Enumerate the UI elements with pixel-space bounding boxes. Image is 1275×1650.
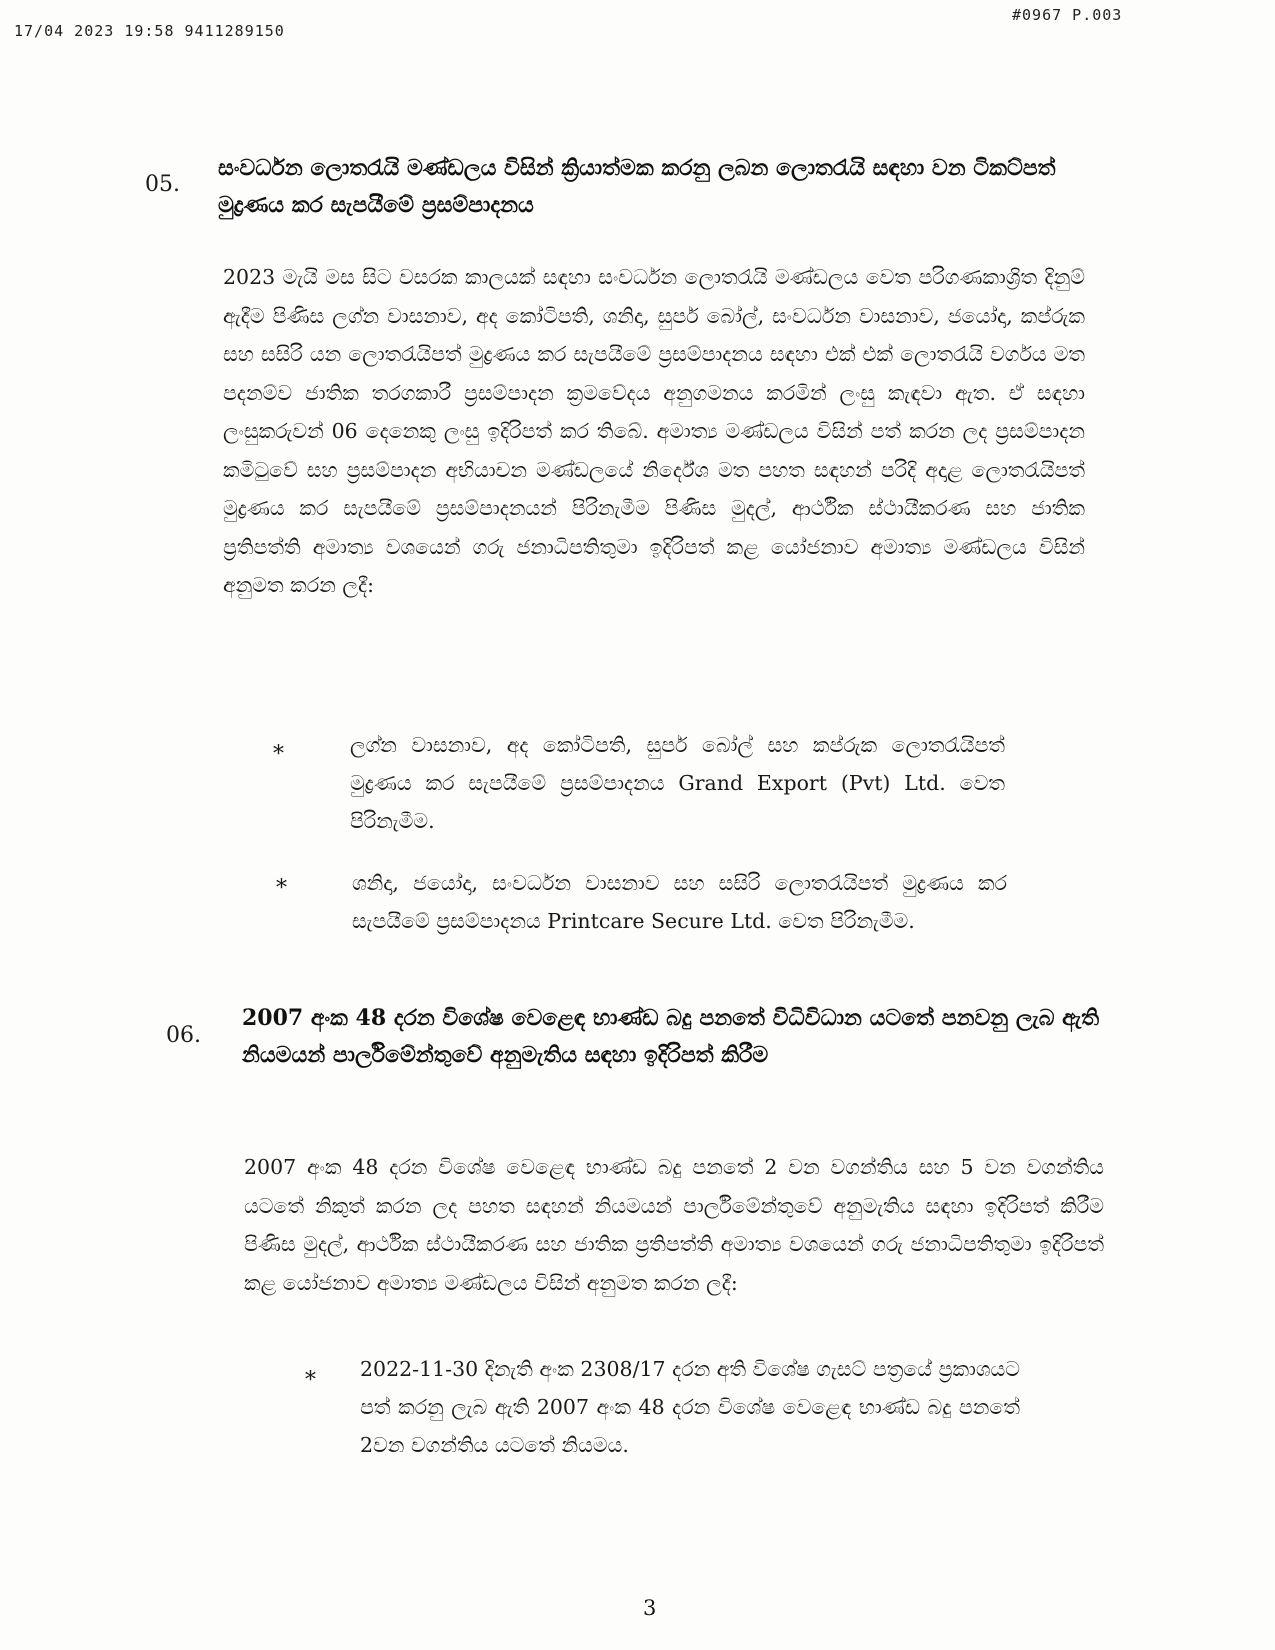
section-05-bullet-1: * <box>273 742 284 767</box>
section-05-item-1: ලග්න වාසනාව, අද කෝටිපති, සුපර් බෝල් සහ කප්රුක ලොතරැයිපත් මුද්‍රණය කර සැපයීමේ ප්‍රසම්පාදනය Grand Export (Pvt) Ltd. වෙත පිරිනැමීම. <box>350 733 1005 833</box>
section-05-heading: සංවර්ධන ලොතරැයි මණ්ඩලය විසින් ක්‍රියාත්මක කරනු ලබන ලොතරැයි සඳහා වන ටිකට්පත් මුද්‍රණය කර සැපයීමේ ප්‍රසම්පාදනය <box>218 155 1056 218</box>
section-06-bullet-1: * <box>305 1368 316 1393</box>
section-05-bullet-2: * <box>276 876 287 901</box>
section-06-number: 06. <box>166 1023 201 1048</box>
fax-header-left: 17/04 2023 19:58 9411289150 <box>14 22 285 40</box>
section-05-item-2: ශනිදා, ජයෝදා, සංවර්ධන වාසනාව සහ සසිරි ලොතරැයිපත් මුද්‍රණය කර සැපයීමේ ප්‍රසම්පාදනය Printcare Secure Ltd. වෙත පිරිනැමීම. <box>352 871 1007 933</box>
section-05-paragraph: 2023 මැයි මස සිට වසරක කාලයක් සඳහා සංවර්ධන ලොතරැයි මණ්ඩලය වෙත පරිගණකාශ්‍රිත දිනුම් ඇදීම පිණිස ලග්න වාසනාව, අද කෝටිපති, ශනිදා, සුපර් බෝල්, සංවර්ධන වාසනාව, ජයෝදා, කප්රුක සහ සසිරි යන ලොතරැයිපත් මුද්‍රණය කර සැපයීමේ ප්‍රසම්පාදනය සඳහා එක් එක් ලොතරැයි වර්ගය මත පදනම්ව ජාතික තරගකාරී ප්‍රසම්පාදන ක්‍රමවේදය අනුගමනය කරමින් ලංසු කැඳවා ඇත. ඒ සඳහා ලංසුකරුවන් 06 දෙනෙකු ලංසු ඉදිරිපත් කර තිබේ. අමාත්‍ය මණ්ඩලය විසින් පත් කරන ලද ප්‍රසම්පාදන කමිටුවේ සහ ප්‍රසම්පාදන අභියාචන මණ්ඩලයේ නිර්දේශ මත පහත සඳහන් පරිදි අදාළ ලොතරැයිපත් මුද්‍රණය කර සැපයීමේ ප්‍රසම්පාදනයන් පිරිනැමීම පිණිස මුදල්, ආර්ථික ස්ථායීකරණ සහ ජාතික ප්‍රතිපත්ති අමාත්‍ය වශයෙන් ගරු ජනාධිපතිතුමා ඉදිරිපත් කළ යෝජනාව අමාත්‍ය මණ්ඩලය විසින් අනුමත කරන ලදී: <box>223 265 1085 597</box>
section-06-heading: 2007 අංක 48 දරන විශේෂ වෙළෙඳ භාණ්ඩ බදු පනතේ විධිවිධාන යටතේ පනවනු ලැබ ඇති නියමයන් පාර්ලිමේන්තුවේ අනුමැතිය සඳහා ඉදිරිපත් කිරීම <box>242 1005 1100 1068</box>
section-05-number: 05. <box>145 172 180 197</box>
section-06-item-1: 2022-11-30 දිනැති අංක 2308/17 දරන අති විශේෂ ගැසට් පත්‍රයේ ප්‍රකාශයට පත් කරනු ලැබ ඇති 2007 අංක 48 දරන විශේෂ වෙළෙඳ භාණ්ඩ බදු පනතේ 2වන වගන්තිය යටතේ නියමය. <box>360 1357 1020 1457</box>
page-number: 3 <box>643 1596 657 1620</box>
fax-header-right: #0967 P.003 <box>1012 6 1123 24</box>
section-06-paragraph: 2007 අංක 48 දරන විශේෂ වෙළෙඳ භාණ්ඩ බදු පනතේ 2 වන වගන්තිය සහ 5 වන වගන්තිය යටතේ නිකුත් කරන ලද පහත සඳහන් නියමයන් පාර්ලිමේන්තුවේ අනුමැතිය සඳහා ඉදිරිපත් කිරීම පිණිස මුදල්, ආර්ථික ස්ථායීකරණ සහ ජාතික ප්‍රතිපත්ති අමාත්‍ය වශයෙන් ගරු ජනාධිපතිතුමා ඉදිරිපත් කළ යෝජනාව අමාත්‍ය මණ්ඩලය විසින් අනුමත කරන ලදී: <box>244 1155 1104 1295</box>
